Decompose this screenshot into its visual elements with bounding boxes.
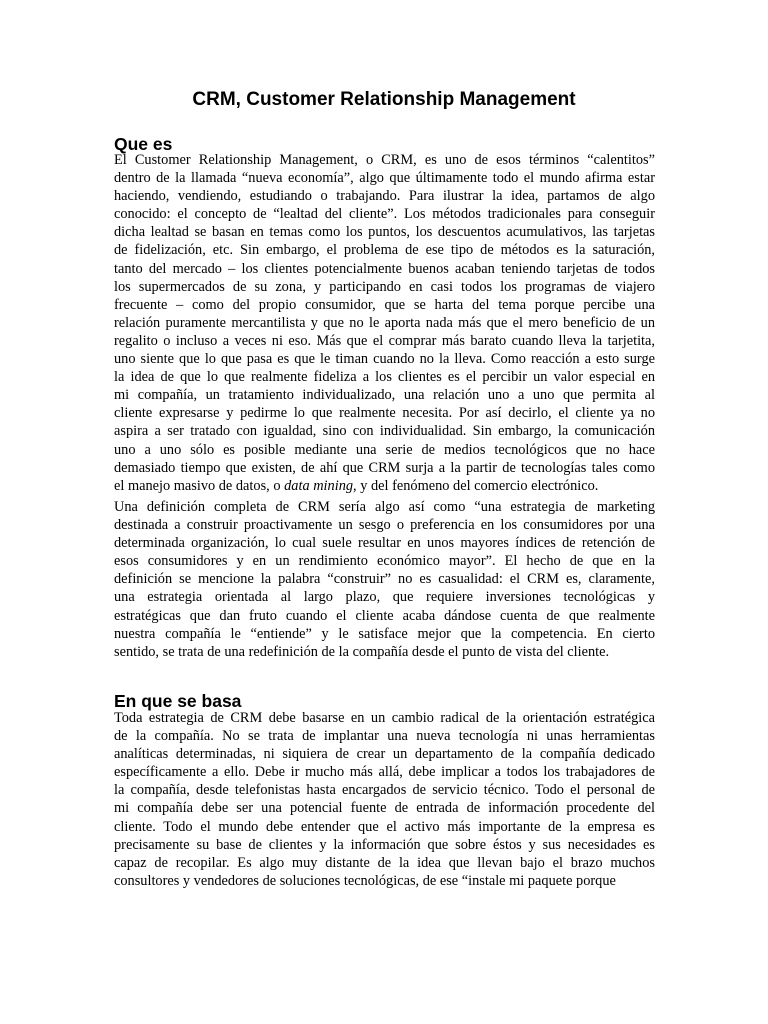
section-heading-que-es: Que es [114, 134, 173, 154]
paragraph-line: uno a uno sólo es posible mediante una serie de medios tecnológicos que no hace [114, 441, 655, 458]
paragraph-line: dentro de la llamada “nueva economía”, algo que últimamente todo el mundo afirma estar [114, 170, 655, 187]
paragraph-line: el manejo masivo de datos, o data mining, y del fenómeno del comercio electrónico. [114, 477, 599, 494]
paragraph-line: estratégicas que dan fruto cuando el cliente acaba dándose cuenta de que realmente [114, 607, 655, 624]
paragraph-line: El Customer Relationship Management, o CRM, es uno de esos términos “calentitos” [114, 152, 655, 168]
paragraph-line: haciendo, vendiendo, estudiando o trabajando. Para ilustrar la idea, partamos de algo [114, 188, 655, 205]
paragraph-line: aspira a ser tratado con igualdad, sino con individualidad. Sin embargo, la comunicación [114, 423, 655, 440]
paragraph-line: conocido: el concepto de “lealtad del cliente”. Los métodos tradicionales para conseguir [114, 206, 655, 223]
paragraph-line: la idea de que lo que realmente fideliza a los clientes es el percibir un valor especial en [114, 369, 655, 386]
paragraph-line: definición se mencione la palabra “construir” no es casualidad: el CRM es, claramente, [114, 571, 655, 588]
paragraph-line: analíticas determinadas, ni siquiera de crear un departamento de la compañía dedicado [114, 746, 655, 763]
paragraph-line: dicha lealtad se basan en temas como los puntos, los descuentos acumulativos, las tarjetas [114, 224, 655, 241]
paragraph-line: cliente expresarse y pedirme lo que realmente necesita. Por así decirlo, el cliente ya no [114, 405, 655, 422]
paragraph-line: capaz de recopilar. Es algo muy distante de la idea que llevan bajo el brazo muchos [114, 854, 655, 871]
paragraph-line: la compañía, desde telefonistas hasta encargados de servicio técnico. Todo el personal de [114, 782, 655, 799]
paragraph-line: los supermercados de su zona, y participando en casi todos los programas de viajero [114, 278, 655, 295]
paragraph-line: demasiado tiempo que existen, de ahí que CRM surja a la partir de tecnologías tales como [114, 459, 655, 476]
paragraph-line: sentido, se trata de una redefinición de la compañía desde el punto de vista del cliente. [114, 643, 610, 660]
paragraph-crm-intro [114, 151, 655, 495]
document-title: CRM, Customer Relationship Management [192, 89, 576, 110]
paragraph-line: Toda estrategia de CRM debe basarse en un cambio radical de la orientación estratégica [114, 710, 655, 726]
paragraph-line: nuestra compañía le “entiende” y le satisface mejor que la competencia. En cierto [114, 625, 655, 642]
paragraph-line: determinada organización, lo cual suele resultar en unos mayores índices de retención de [114, 535, 655, 552]
paragraph-line: regalito o incluso a veces ni eso. Más que el comprar más barato cuando lleva la tarjetita, [114, 332, 655, 349]
paragraph-line: destinada a construir proactivamente un sesgo o preferencia en los consumidores por una [114, 517, 655, 534]
paragraph-line: uno siente que lo que pasa es que le timan cuando no la lleva. Como reacción a esto surge [114, 351, 655, 368]
paragraph-line: tanto del mercado – los clientes potencialmente buenos acaban teniendo tarjetas de todos [114, 260, 655, 277]
paragraph-line: de la compañía. No se trata de implantar una nueva tecnología ni unas herramientas [114, 728, 655, 745]
paragraph-line: relación puramente mercantilista y que no le aporta nada más que el mero beneficio de un [114, 314, 655, 331]
paragraph-crm-definition [114, 498, 655, 661]
paragraph-crm-basis [114, 709, 655, 890]
paragraph-line: cliente. Todo el mundo debe entender que el activo más importante de la empresa es [114, 818, 655, 835]
section-heading-en-que-se-basa: En que se basa [114, 691, 242, 711]
paragraph-line: de fidelización, etc. Sin embargo, el problema de ese tipo de métodos es la saturación, [114, 242, 655, 259]
data-mining-term: data mining [284, 477, 354, 494]
paragraph-line: específicamente a ello. Debe ir mucho más allá, debe implicar a todos los trabajadores de [114, 764, 655, 781]
paragraph-line: esos consumidores y en un rendimiento económico mayor”. El hecho de que en la [114, 553, 655, 570]
paragraph-line: frecuente – como del propio consumidor, que se harta del tema porque percibe una [114, 296, 655, 313]
paragraph-line: mi compañía debe ser una potencial fuente de entrada de información procedente del [114, 800, 655, 817]
paragraph-line: una estrategia orientada al largo plazo, que requiere inversiones tecnológicas y [114, 589, 655, 606]
paragraph-line: consultores y vendedores de soluciones tecnológicas, de ese “instale mi paquete porque [114, 872, 616, 889]
paragraph-line: precisamente su base de clientes y la información que sobre éstos y sus necesidades es [114, 836, 655, 853]
paragraph-line: mi compañía, un tratamiento individualizado, una relación uno a uno que permita al [114, 387, 655, 404]
paragraph-line: Una definición completa de CRM sería algo así como “una estrategia de marketing [114, 499, 655, 515]
